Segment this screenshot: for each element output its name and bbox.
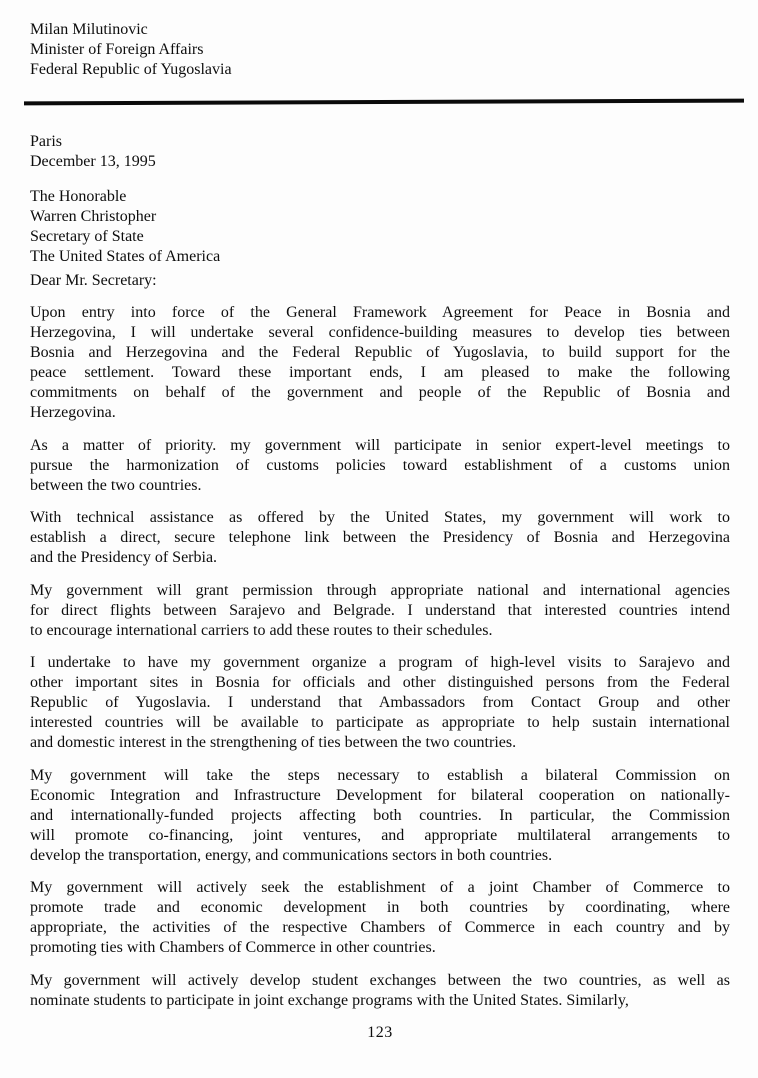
paragraph-line: develop the transportation, energy, and communications sectors in both countries. — [30, 846, 553, 864]
sender-line: Milan Milutinovic — [30, 21, 148, 38]
paragraph-line: and the Presidency of Serbia. — [30, 549, 218, 566]
paragraph — [30, 971, 730, 1011]
paragraph-line: for direct flights between Sarajevo and Belgrade. I understand that interested countries intend — [30, 601, 730, 619]
paragraph — [30, 436, 730, 496]
recipient-block — [30, 187, 730, 267]
page-number: 123 — [367, 1023, 393, 1041]
paragraph — [30, 303, 730, 423]
paragraph-line: My government will actively seek the establishment of a joint Chamber of Commerce to — [30, 879, 730, 896]
paragraph-line: Economic Integration and Infrastructure Development for bilateral cooperation on nationally- — [30, 786, 730, 804]
recipient-line: The United States of America — [30, 247, 221, 265]
divider-rule — [24, 99, 744, 105]
paragraph-line: Upon entry into force of the General Framework Agreement for Peace in Bosnia and — [30, 304, 730, 321]
paragraph — [30, 766, 730, 866]
paragraph-line: appropriate, the activities of the respective Chambers of Commerce in each country and by — [30, 919, 730, 936]
recipient-line: The Honorable — [30, 187, 127, 205]
recipient-line: Secretary of State — [30, 227, 144, 245]
paragraph-line: Herzegovina, I will undertake several confidence-building measures to develop ties between — [30, 324, 730, 341]
paragraph — [30, 508, 730, 568]
sender-line: Minister of Foreign Affairs — [30, 41, 204, 58]
paragraph-line: Herzegovina. — [30, 404, 116, 421]
sender-line: Federal Republic of Yugoslavia — [30, 61, 232, 78]
dateline-line: December 13, 1995 — [30, 152, 156, 170]
paragraph-line: commitments on behalf of the government and people of the Republic of Bosnia and — [30, 384, 730, 401]
paragraph-line: Republic of Yugoslavia. I understand that Ambassadors from Contact Group and other — [30, 694, 730, 711]
letter-body — [30, 303, 730, 1011]
paragraph-line: pursue the harmonization of customs policies toward establishment of a customs union — [30, 456, 730, 474]
paragraph-line: promoting ties with Chambers of Commerce in other countries. — [30, 939, 436, 956]
paragraph-line: between the two countries. — [30, 476, 202, 494]
paragraph-line: Bosnia and Herzegovina and the Federal Republic of Yugoslavia, to build support for the — [30, 344, 730, 361]
paragraph-line: and domestic interest in the strengthening of ties between the two countries. — [30, 734, 517, 751]
paragraph-line: My government will grant permission through appropriate national and international agencies — [30, 581, 730, 599]
paragraph-line: peace settlement. Toward these important ends, I am pleased to make the following — [30, 364, 730, 381]
paragraph — [30, 581, 730, 641]
sender-block — [30, 20, 730, 80]
paragraph — [30, 878, 730, 958]
paragraph — [30, 653, 730, 753]
paragraph-line: As a matter of priority. my government will participate in senior expert-level meetings to — [30, 436, 730, 454]
dateline-block — [30, 132, 730, 172]
paragraph-line: other important sites in Bosnia for officials and other distinguished persons from the Federal — [30, 674, 730, 691]
paragraph-line: My government will actively develop student exchanges between the two countries, as well as — [30, 971, 730, 989]
recipient-line: Warren Christopher — [30, 207, 157, 225]
paragraph-line: With technical assistance as offered by the United States, my government will work to — [30, 509, 730, 526]
paragraph-line: will promote co-financing, joint ventures, and appropriate multilateral arrangements to — [30, 826, 730, 844]
paragraph-line: I undertake to have my government organize a program of high-level visits to Sarajevo and — [30, 654, 730, 671]
paragraph-line: My government will take the steps necessary to establish a bilateral Commission on — [30, 766, 730, 784]
paragraph-line: and internationally-funded projects affecting both countries. In particular, the Commission — [30, 806, 730, 824]
paragraph-line: nominate students to participate in joint exchange programs with the United States. Similarly, — [30, 991, 629, 1009]
paragraph-line: interested countries will be available to participate as appropriate to help sustain international — [30, 714, 730, 731]
salutation: Dear Mr. Secretary: — [30, 271, 157, 289]
paragraph-line: to encourage international carriers to add these routes to their schedules. — [30, 621, 493, 639]
paragraph-line: establish a direct, secure telephone link between the Presidency of Bosnia and Herzegovina — [30, 529, 730, 546]
paragraph-line: promote trade and economic development in both countries by coordinating, where — [30, 899, 730, 916]
dateline-line: Paris — [30, 132, 62, 150]
